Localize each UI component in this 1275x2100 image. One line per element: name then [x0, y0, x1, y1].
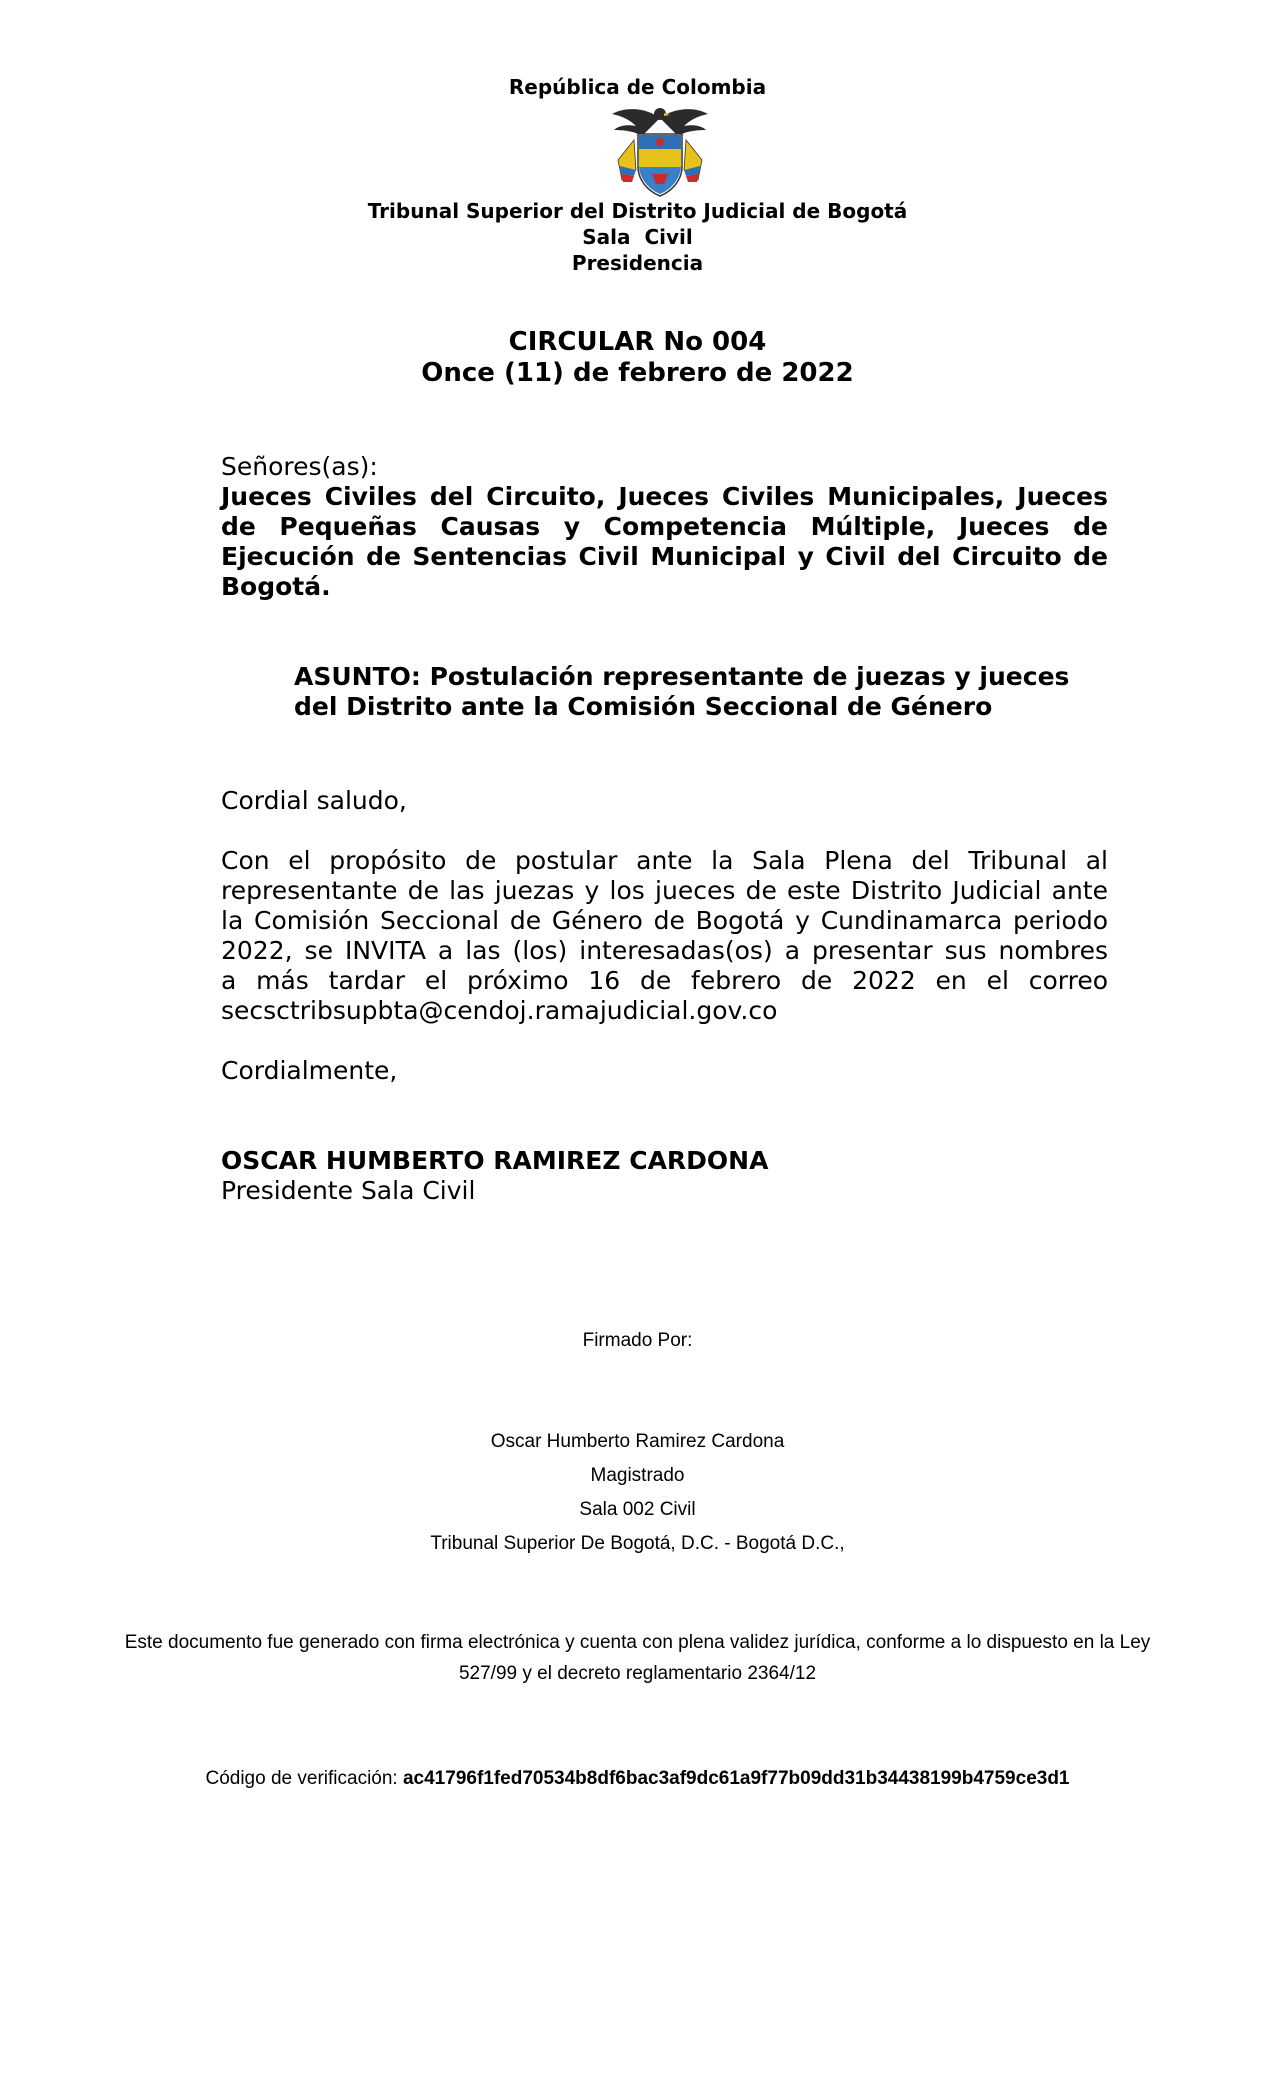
signer-name: OSCAR HUMBERTO RAMIREZ CARDONA	[221, 1146, 769, 1175]
body-line: a más tardar el próximo 16 de febrero de 2022 en el correo	[221, 966, 1108, 995]
body-line: Con el propósito de postular ante la Sala Plena del Tribunal al	[221, 846, 1108, 875]
body-line: 2022, se INVITA a las (los) interesadas(os) a presentar sus nombres	[221, 936, 1108, 965]
recipients-line: Bogotá.	[221, 572, 331, 601]
esign-court: Tribunal Superior De Bogotá, D.C. - Bogotá D.C.,	[430, 1533, 845, 1554]
circular-number: CIRCULAR No 004	[508, 327, 767, 357]
legal-notice-line: 527/99 y el decreto reglamentario 2364/12	[458, 1663, 817, 1684]
court-heading: Tribunal Superior del Distrito Judicial de Bogotá	[367, 199, 908, 223]
office-heading: Presidencia	[571, 251, 704, 275]
legal-notice-line: Este documento fue generado con firma electrónica y cuenta con plena validez jurídica, conforme a lo dispuesto en la Ley	[124, 1632, 1151, 1653]
greeting: Cordial saludo,	[221, 786, 407, 815]
legal-notice	[0, 1627, 1275, 1689]
recipients-block	[221, 482, 1108, 602]
verification-label: Código de verificación:	[205, 1768, 398, 1789]
esign-role: Magistrado	[590, 1465, 685, 1486]
esign-details	[0, 1425, 1275, 1561]
body-paragraph	[221, 846, 1108, 1026]
verification-code: ac41796f1fed70534b8df6bac3af9dc61a9f77b09dd31b34438199b4759ce3d1	[402, 1768, 1070, 1789]
verification-row	[0, 1763, 1275, 1794]
recipients-line: Ejecución de Sentencias Civil Municipal y Civil del Circuito de	[221, 542, 1108, 571]
recipients-line: de Pequeñas Causas y Competencia Múltiple, Jueces de	[221, 512, 1108, 541]
signed-by-label: Firmado Por:	[582, 1330, 693, 1351]
recipients-line: Jueces Civiles del Circuito, Jueces Civiles Municipales, Jueces	[221, 482, 1108, 511]
subject-block	[294, 662, 1114, 722]
closing: Cordialmente,	[221, 1056, 398, 1085]
coat-of-arms-icon	[608, 100, 712, 200]
country-heading: República de Colombia	[508, 75, 767, 99]
recipients-salutation: Señores(as):	[221, 452, 378, 481]
esign-name: Oscar Humberto Ramirez Cardona	[490, 1431, 785, 1452]
email-address: secsctribsupbta@cendoj.ramajudicial.gov.co	[221, 996, 778, 1025]
circular-date: Once (11) de febrero de 2022	[421, 358, 854, 388]
body-line: la Comisión Seccional de Género de Bogotá y Cundinamarca periodo	[221, 906, 1108, 935]
chamber-heading: Sala Civil	[582, 225, 693, 249]
subject-line: ASUNTO: Postulación representante de juezas y jueces	[294, 662, 1070, 691]
subject-line: del Distrito ante la Comisión Seccional de Género	[294, 692, 993, 721]
signer-title: Presidente Sala Civil	[221, 1176, 476, 1205]
body-line: representante de las juezas y los jueces de este Distrito Judicial ante	[221, 876, 1108, 905]
esign-chamber: Sala 002 Civil	[579, 1499, 696, 1520]
